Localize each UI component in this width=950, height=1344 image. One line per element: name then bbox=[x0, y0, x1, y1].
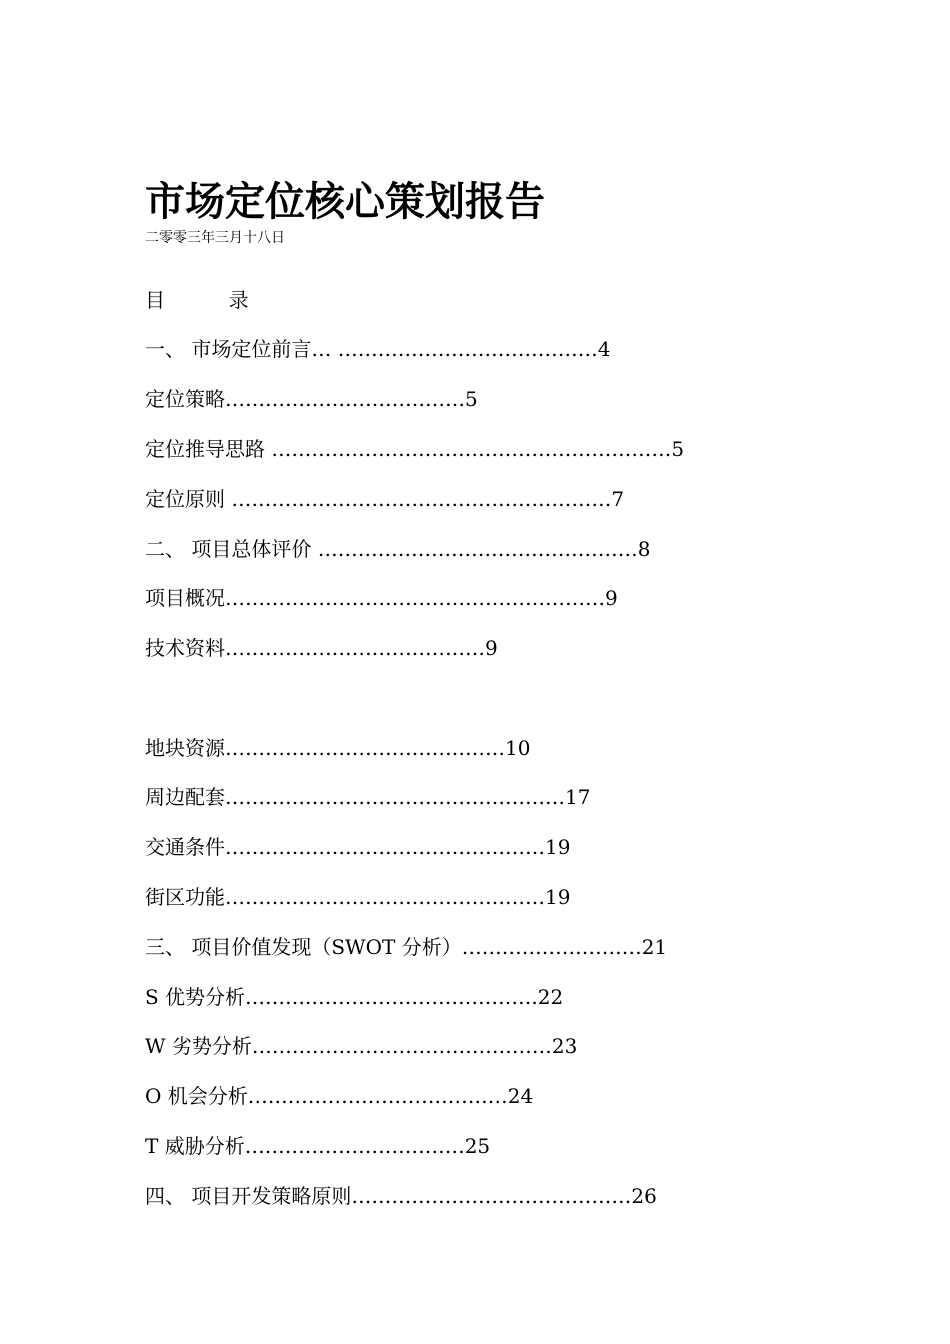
toc-entry: 一、 市场定位前言… …………………………………4 bbox=[145, 337, 611, 361]
toc-entry: S 优势分析……….…………………………….22 bbox=[145, 985, 564, 1009]
toc-entry: 街区功能…………………………………………19 bbox=[145, 885, 571, 909]
toc-entry: 周边配套……………………………………………17 bbox=[145, 785, 591, 809]
toc-entry: T 威胁分析……………………………25 bbox=[145, 1134, 491, 1158]
toc-entry: 二、 项目总体评价 …………………………………………8 bbox=[145, 537, 651, 561]
toc-heading: 目 录 bbox=[145, 288, 249, 312]
toc-entry: 地块资源……………………………………10 bbox=[145, 736, 531, 760]
toc-entry: W 劣势分析………………………………………23 bbox=[145, 1034, 578, 1058]
toc-entry: 四、 项目开发策略原则……………………………………26 bbox=[145, 1184, 657, 1208]
toc-entry: O 机会分析…………………………………24 bbox=[145, 1084, 534, 1108]
document-date: 二零零三年三月十八日 bbox=[145, 230, 285, 246]
toc-entry: 定位原则 …………………………………………………7 bbox=[145, 487, 625, 511]
toc-entry: 三、 项目价值发现（SWOT 分析）………………………21 bbox=[145, 935, 668, 959]
toc-entry: 项目概况…………………………………………………9 bbox=[145, 586, 618, 610]
toc-entry: 技术资料…………………………………9 bbox=[145, 636, 498, 660]
document-title: 市场定位核心策划报告 bbox=[145, 178, 545, 225]
toc-entry: 定位策略………………………………5 bbox=[145, 387, 478, 411]
toc-entry: 定位推导思路 ……………………………………………………5 bbox=[145, 437, 685, 461]
toc-entry: 交通条件…………………………………………19 bbox=[145, 835, 571, 859]
